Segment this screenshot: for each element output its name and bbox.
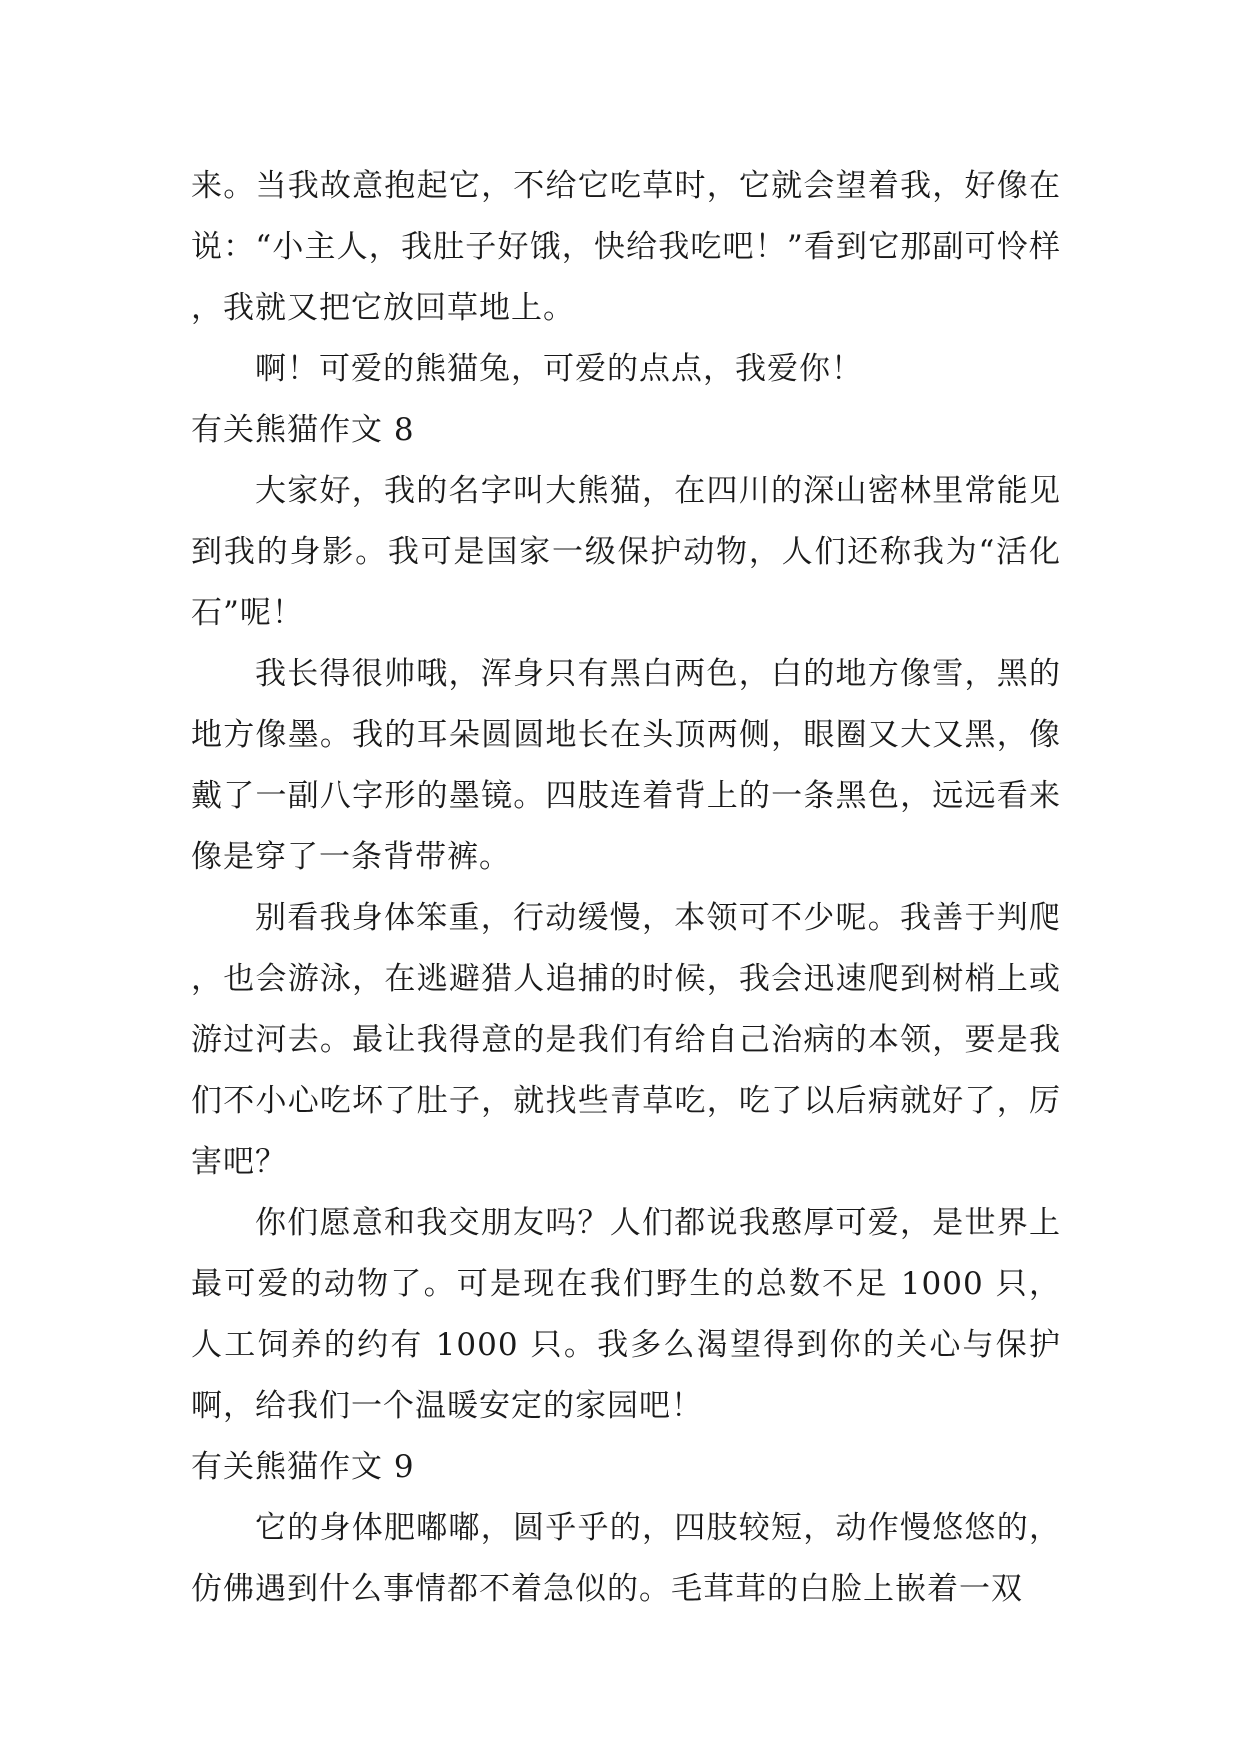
paragraph-abilities: 别看我身体笨重，行动缓慢，本领可不少呢。我善于判爬，也会游泳，在逃避猎人追捕的时候，我会迅速爬到树梢上或游过河去。最让我得意的是我们有给自己治病的本领，要是我们不小心吃坏了肚子，就找些青草吃，吃了以后病就好了，厉害吧？ — [191, 900, 1061, 1180]
essay-heading-8: 有关熊猫作文 8 — [191, 412, 415, 448]
paragraph-appearance: 我长得很帅哦，浑身只有黑白两色，白的地方像雪，黑的地方像墨。我的耳朵圆圆地长在头顶两侧，眼圈又大又黑，像戴了一副八字形的墨镜。四肢连着背上的一条黑色，远远看来像是穿了一条背带裤。 — [191, 656, 1061, 875]
document-body — [191, 156, 1061, 1620]
paragraph-body-description: 它的身体肥嘟嘟，圆乎乎的，四肢较短，动作慢悠悠的，仿佛遇到什么事情都不着急似的。毛茸茸的白脸上嵌着一双 — [191, 1510, 1061, 1607]
paragraph-friendship: 你们愿意和我交朋友吗？人们都说我憨厚可爱，是世界上最可爱的动物了。可是现在我们野生的总数不足 1000 只，人工饲养的约有 1000 只。我多么渴望得到你的关心与保护啊，给我们一个温暖安定的家园吧！ — [191, 1205, 1061, 1424]
paragraph-exclamation: 啊！可爱的熊猫兔，可爱的点点，我爱你！ — [255, 351, 863, 387]
paragraph-continuation: 来。当我故意抱起它，不给它吃草时，它就会望着我，好像在说：“小主人，我肚子好饿，快给我吃吧！”看到它那副可怜样，我就又把它放回草地上。 — [191, 168, 1061, 326]
paragraph-intro: 大家好，我的名字叫大熊猫，在四川的深山密林里常能见到我的身影。我可是国家一级保护动物，人们还称我为“活化石”呢！ — [191, 473, 1061, 631]
essay-heading-9: 有关熊猫作文 9 — [191, 1449, 415, 1485]
